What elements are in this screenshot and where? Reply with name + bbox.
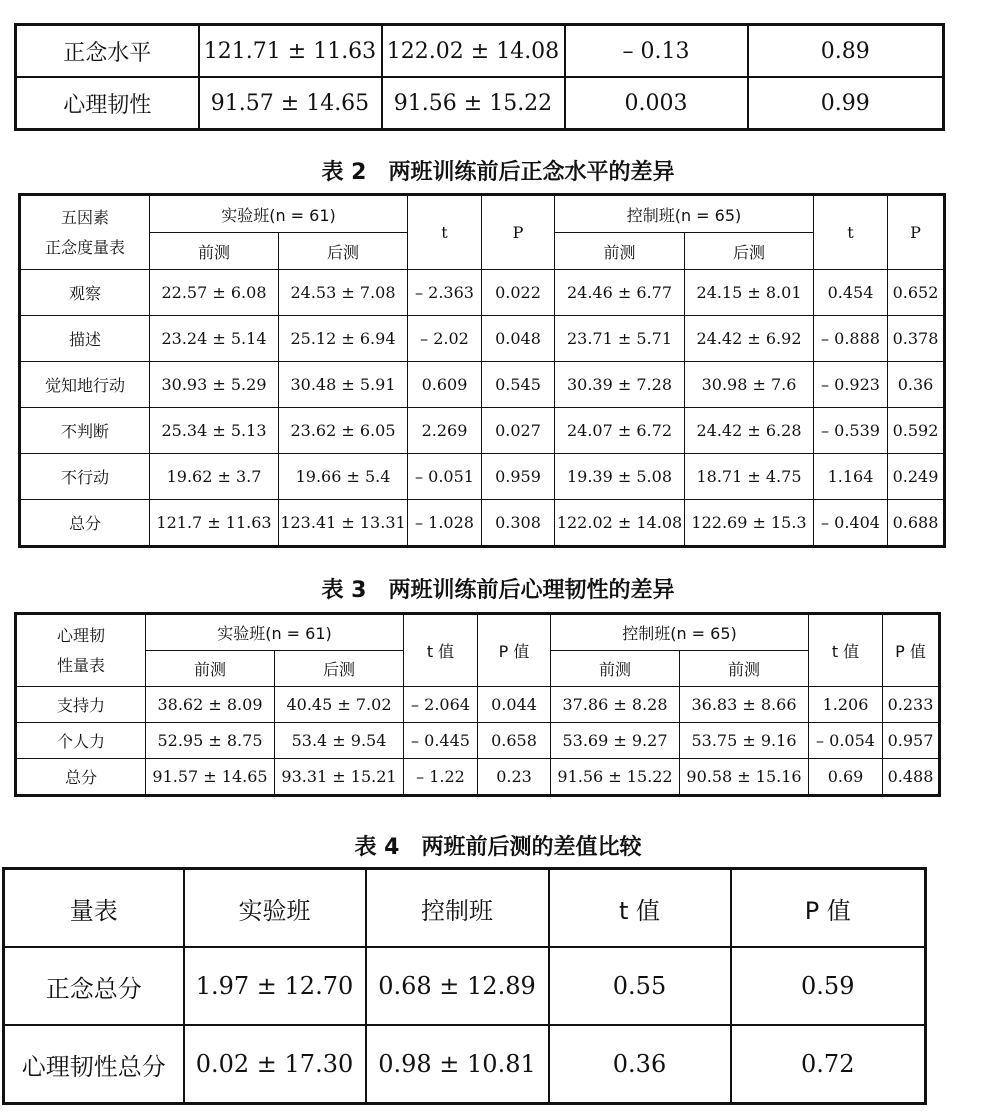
table2-cell: 0.048 [482, 316, 555, 362]
table-row [20, 500, 945, 547]
table4-cell: 0.36 [549, 1025, 731, 1104]
table3-cell: 38.62 ± 8.09 [146, 687, 275, 723]
table-row [20, 316, 945, 362]
table2-cell: 0.454 [814, 270, 888, 316]
table2-cell: 25.34 ± 5.13 [150, 408, 279, 454]
table3-cell: 0.044 [478, 687, 551, 723]
table2-caption: 表 2 两班训练前后正念水平的差异 [321, 160, 675, 185]
table2-cell: 不判断 [20, 408, 150, 454]
table3-caption: 表 3 两班训练前后心理韧性的差异 [321, 578, 675, 603]
table2-cell: 122.69 ± 15.3 [685, 500, 814, 547]
table2-cell: 24.07 ± 6.72 [555, 408, 685, 454]
table3-cell: 91.56 ± 15.22 [551, 759, 680, 796]
table3-cell: 总分 [16, 759, 146, 796]
table4-cell: 0.98 ± 10.81 [366, 1025, 549, 1104]
table4-header-cell: t 值 [549, 869, 731, 948]
table2-cell: – 0.923 [814, 362, 888, 408]
table3-cell: 0.658 [478, 723, 551, 759]
table2-cell: 觉知地行动 [20, 362, 150, 408]
table2-p-header: P [888, 195, 945, 270]
table3-cell: 支持力 [16, 687, 146, 723]
table3-cell: – 1.22 [404, 759, 478, 796]
table2-cell: 观察 [20, 270, 150, 316]
table1-cell: 122.02 ± 14.08 [382, 25, 565, 78]
table1-cell: 正念水平 [16, 25, 199, 78]
table4-cell: 0.72 [731, 1025, 926, 1104]
table3-pre-header: 前测 [146, 651, 275, 687]
table2-cell: 不行动 [20, 454, 150, 500]
table3-scale-header: 心理韧 性量表 [16, 614, 146, 687]
table-row [4, 1025, 926, 1104]
table2-exp-group-header: 实验班(n = 61) [150, 195, 408, 233]
table-header-row [16, 614, 940, 651]
table2-cell: 1.164 [814, 454, 888, 500]
table-header-row [20, 195, 945, 233]
table2-cell: 19.66 ± 5.4 [279, 454, 408, 500]
table1-cell: 91.56 ± 15.22 [382, 77, 565, 130]
table3-pre-header: 前测 [680, 651, 809, 687]
table3-cell: 91.57 ± 14.65 [146, 759, 275, 796]
table4-cell: 0.68 ± 12.89 [366, 947, 549, 1025]
table-row [4, 947, 926, 1025]
table1-cell: 91.57 ± 14.65 [199, 77, 382, 130]
table2-cell: 0.308 [482, 500, 555, 547]
table2-cell: 0.022 [482, 270, 555, 316]
table2-post-header: 后测 [279, 233, 408, 270]
table2-cell: – 0.888 [814, 316, 888, 362]
table3-post-header: 后测 [275, 651, 404, 687]
table1-cell: 121.71 ± 11.63 [199, 25, 382, 78]
table-row [20, 454, 945, 500]
table3-cell: – 2.064 [404, 687, 478, 723]
table2-cell: – 2.02 [408, 316, 482, 362]
table4-header-cell: P 值 [731, 869, 926, 948]
table2-cell: 0.378 [888, 316, 945, 362]
table3-cell: 0.23 [478, 759, 551, 796]
table1-cell: 0.89 [748, 25, 944, 78]
table2-cell: 24.42 ± 6.28 [685, 408, 814, 454]
table-row [16, 25, 944, 78]
table3-cell: 90.58 ± 15.16 [680, 759, 809, 796]
table2-cell: 23.71 ± 5.71 [555, 316, 685, 362]
table2-cell: 0.688 [888, 500, 945, 547]
table2-cell: 描述 [20, 316, 150, 362]
table3-cell: 个人力 [16, 723, 146, 759]
table2-pre-header: 前测 [150, 233, 279, 270]
table3 [14, 612, 941, 797]
table3-cell: 1.206 [809, 687, 883, 723]
table2-cell: 30.39 ± 7.28 [555, 362, 685, 408]
table2-cell: 23.62 ± 6.05 [279, 408, 408, 454]
table2 [18, 193, 946, 548]
table2-cell: 0.609 [408, 362, 482, 408]
table2-cell: 30.93 ± 5.29 [150, 362, 279, 408]
table2-cell: 30.48 ± 5.91 [279, 362, 408, 408]
table4-caption: 表 4 两班前后测的差值比较 [354, 835, 642, 860]
table3-exp-group-header: 实验班(n = 61) [146, 614, 404, 651]
table2-ctrl-group-header: 控制班(n = 65) [555, 195, 814, 233]
table-row [16, 77, 944, 130]
table4-cell: 1.97 ± 12.70 [184, 947, 366, 1025]
table2-scale-header: 五因素 正念度量表 [20, 195, 150, 270]
table-row [20, 270, 945, 316]
table2-cell: 123.41 ± 13.31 [279, 500, 408, 547]
table1-cell: 0.99 [748, 77, 944, 130]
table2-cell: 24.15 ± 8.01 [685, 270, 814, 316]
table3-cell: 40.45 ± 7.02 [275, 687, 404, 723]
table2-cell: 0.249 [888, 454, 945, 500]
table2-t-header: t [408, 195, 482, 270]
table3-cell: 0.233 [883, 687, 940, 723]
table2-cell: 23.24 ± 5.14 [150, 316, 279, 362]
table2-cell: – 0.051 [408, 454, 482, 500]
table3-cell: 36.83 ± 8.66 [680, 687, 809, 723]
table2-cell: 2.269 [408, 408, 482, 454]
table4-cell: 0.59 [731, 947, 926, 1025]
table2-post-header: 后测 [685, 233, 814, 270]
table2-cell: 0.545 [482, 362, 555, 408]
table2-cell: – 0.404 [814, 500, 888, 547]
table2-cell: 19.62 ± 3.7 [150, 454, 279, 500]
table2-pre-header: 前测 [555, 233, 685, 270]
table2-cell: 121.7 ± 11.63 [150, 500, 279, 547]
table4-cell: 正念总分 [4, 947, 184, 1025]
table3-t-header: t 值 [404, 614, 478, 687]
table2-cell: 122.02 ± 14.08 [555, 500, 685, 547]
table3-cell: – 0.054 [809, 723, 883, 759]
table3-cell: 0.69 [809, 759, 883, 796]
table3-ctrl-group-header: 控制班(n = 65) [551, 614, 809, 651]
table-header-row [4, 869, 926, 948]
table4-cell: 心理韧性总分 [4, 1025, 184, 1104]
table3-cell: 93.31 ± 15.21 [275, 759, 404, 796]
table2-cell: 22.57 ± 6.08 [150, 270, 279, 316]
table1 [14, 23, 945, 131]
table-row [16, 723, 940, 759]
table2-cell: 24.46 ± 6.77 [555, 270, 685, 316]
table2-cell: 0.652 [888, 270, 945, 316]
table3-cell: – 0.445 [404, 723, 478, 759]
table1-cell: 0.003 [565, 77, 748, 130]
table4-cell: 0.55 [549, 947, 731, 1025]
table3-cell: 37.86 ± 8.28 [551, 687, 680, 723]
table3-pre-header: 前测 [551, 651, 680, 687]
table1-cell: – 0.13 [565, 25, 748, 78]
table-row [20, 408, 945, 454]
table2-cell: – 0.539 [814, 408, 888, 454]
table3-cell: 53.75 ± 9.16 [680, 723, 809, 759]
table2-cell: 0.36 [888, 362, 945, 408]
table3-cell: 0.488 [883, 759, 940, 796]
table2-cell: 总分 [20, 500, 150, 547]
table2-cell: 24.53 ± 7.08 [279, 270, 408, 316]
table3-p-header: P 值 [478, 614, 551, 687]
table2-cell: 0.592 [888, 408, 945, 454]
table1-cell: 心理韧性 [16, 77, 199, 130]
table4-header-cell: 实验班 [184, 869, 366, 948]
table4-header-cell: 量表 [4, 869, 184, 948]
table2-cell: – 2.363 [408, 270, 482, 316]
table3-cell: 52.95 ± 8.75 [146, 723, 275, 759]
table4 [2, 867, 927, 1105]
table-row [16, 759, 940, 796]
table4-cell: 0.02 ± 17.30 [184, 1025, 366, 1104]
table3-cell: 53.69 ± 9.27 [551, 723, 680, 759]
table2-cell: 24.42 ± 6.92 [685, 316, 814, 362]
table3-t-header: t 值 [809, 614, 883, 687]
table-row [20, 362, 945, 408]
table2-cell: 30.98 ± 7.6 [685, 362, 814, 408]
table2-cell: 25.12 ± 6.94 [279, 316, 408, 362]
table2-t-header: t [814, 195, 888, 270]
table2-cell: 18.71 ± 4.75 [685, 454, 814, 500]
table4-header-cell: 控制班 [366, 869, 549, 948]
table-row [16, 687, 940, 723]
table2-cell: 0.027 [482, 408, 555, 454]
table2-p-header: P [482, 195, 555, 270]
table2-cell: 0.959 [482, 454, 555, 500]
table2-cell: – 1.028 [408, 500, 482, 547]
table3-cell: 53.4 ± 9.54 [275, 723, 404, 759]
table3-cell: 0.957 [883, 723, 940, 759]
table3-p-header: P 值 [883, 614, 940, 687]
table2-cell: 19.39 ± 5.08 [555, 454, 685, 500]
